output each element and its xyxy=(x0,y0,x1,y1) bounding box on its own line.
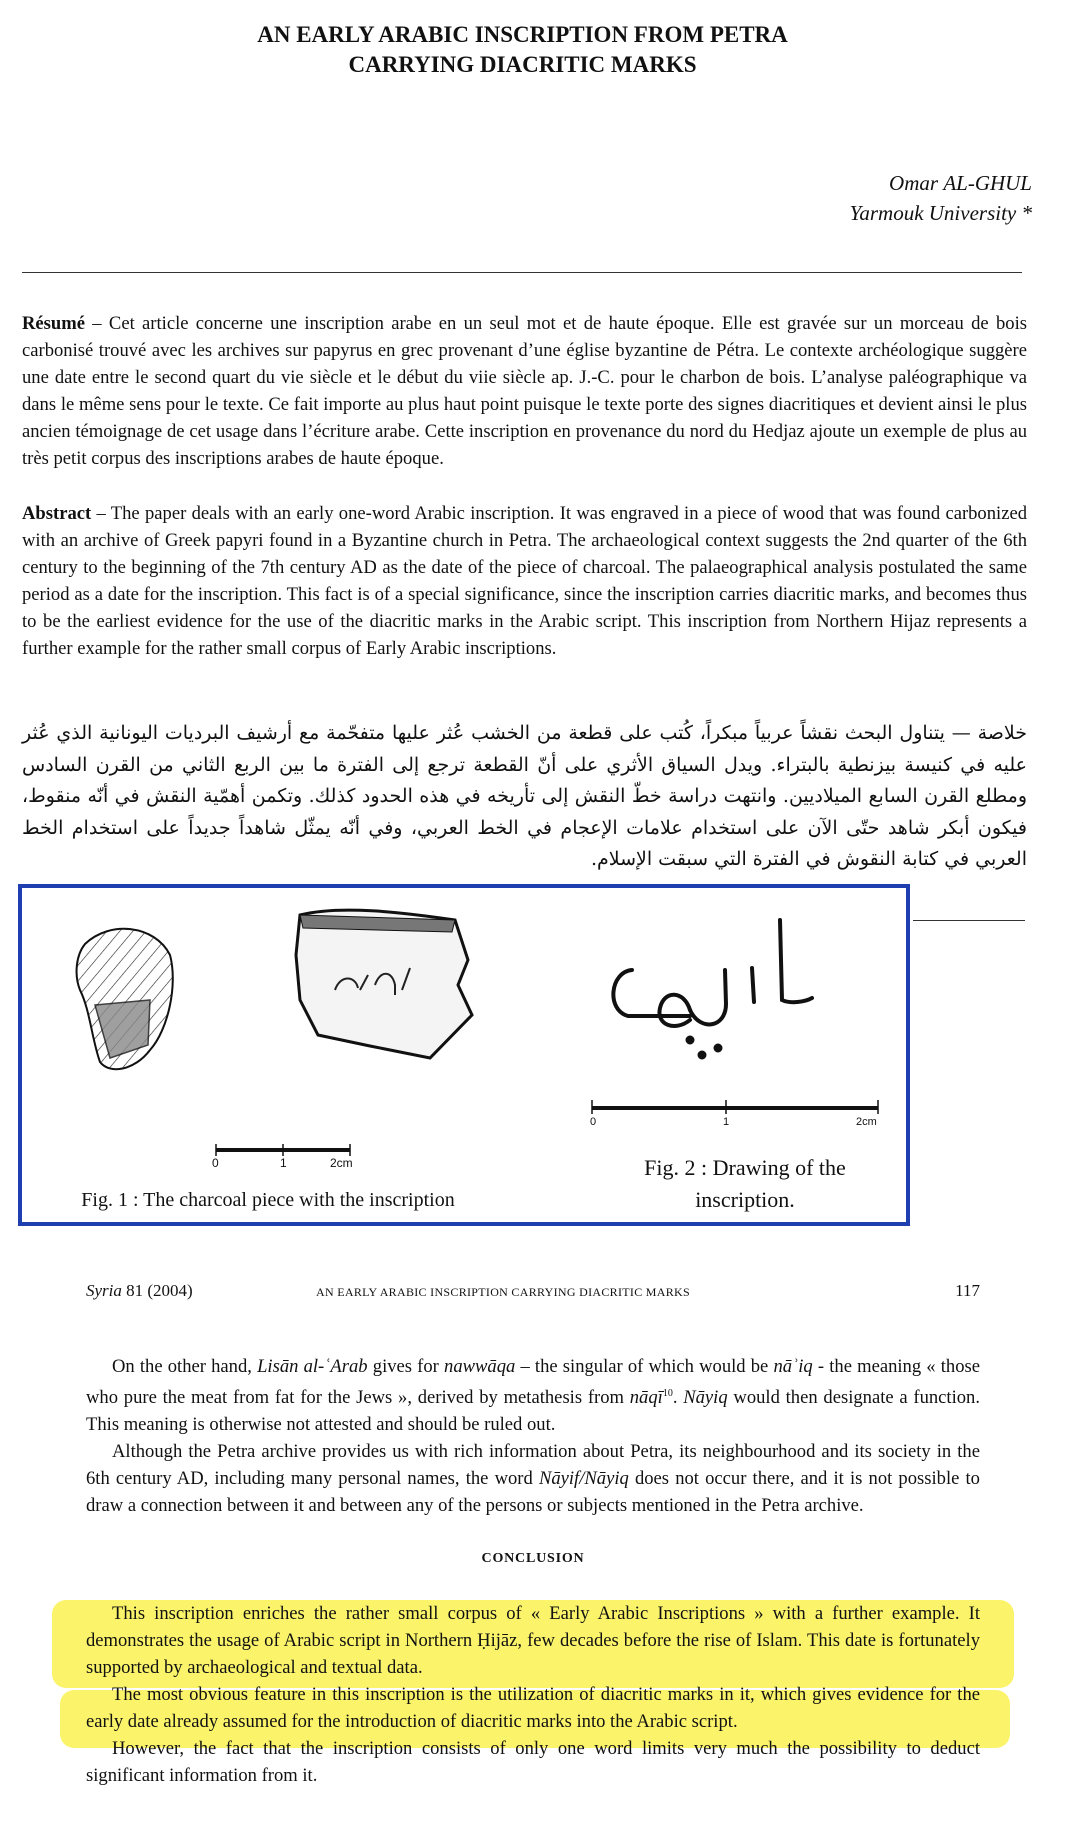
body-paragraph-1: On the other hand, Lisān al-ʿArab gives for nawwāqa – the singular of which would be nāʾiq - the meaning « those who pure the meat from fat for the Jews », derived by metathesis from nāqī$^{10}$. Nāyiq would then designate a function. This meaning is otherwise not attested and should be ruled out. xyxy=(86,1356,981,1436)
conclusion-heading: CONCLUSION xyxy=(481,1551,585,1566)
body-paragraph-2: Although the Petra archive provides us with rich information about Petra, its neighbourhood and its society in the 6th century AD, including many personal names, the word Nāyif/Nāyiq does not occur there, and it is not possible to draw a connection between it and between any of the persons or subjects mentioned in the Petra archive. xyxy=(86,1441,980,1517)
conclusion-body xyxy=(86,1600,980,1789)
resume-label: Résumé xyxy=(22,313,85,334)
conclusion-paragraph-1: This inscription enriches the rather small corpus of « Early Arabic Inscriptions » with a further example. It demonstrates the usage of Arabic script in Northern Ḥijāz, few decades before the rise of Islam. This date is fortunately supported by archaeological and textual data. xyxy=(86,1603,980,1678)
page-number: 117 xyxy=(955,1281,980,1300)
inscription-drawing xyxy=(613,920,812,1058)
fig1-scale-1: 1 xyxy=(280,1156,287,1170)
title-line-2: CARRYING DIACRITIC MARKS xyxy=(348,52,697,77)
abstract-text: – The paper deals with an early one-word Arabic inscription. It was engraved in a piece of wood that was found carbonized with an archive of Greek papyri found in a Byzantine church in Petra. The archaeological context suggests the 2nd quarter of the 6th century to the beginning of the 7th century AD as the date of the piece of charcoal. The palaeographical analysis postulated the same period as a date for the inscription. This fact is of a special significance, since the inscription carries diacritic marks, and becomes thus to be the earliest evidence for the use of the diacritic marks in the Arabic script. This inscription from Northern Hijaz represents a further example for the rather small corpus of Early Arabic inscriptions. xyxy=(22,503,1027,659)
fig1-scale-bar xyxy=(216,1144,350,1156)
fig2-scale-0: 0 xyxy=(590,1116,597,1128)
fig2-scale-2: 2cm xyxy=(856,1116,877,1128)
author-affiliation: Yarmouk University * xyxy=(849,201,1032,225)
conclusion-paragraph-3: However, the fact that the inscription consists of only one word limits very much the possibility to deduct significant information from it. xyxy=(86,1738,980,1786)
author-name: Omar AL-GHUL xyxy=(889,171,1032,195)
fig1-scale-2: 2cm xyxy=(330,1156,353,1170)
title-line-1: AN EARLY ARABIC INSCRIPTION FROM PETRA xyxy=(257,22,788,47)
fig2-caption xyxy=(605,1152,885,1216)
fig1-caption: Fig. 1 : The charcoal piece with the inscription xyxy=(81,1189,455,1211)
fig2-caption-line-2: inscription. xyxy=(695,1187,795,1212)
fig2-scale-1: 1 xyxy=(723,1116,730,1128)
charcoal-section-drawing xyxy=(77,929,173,1069)
running-title: AN EARLY ARABIC INSCRIPTION CARRYING DIACRITIC MARKS xyxy=(316,1285,690,1299)
charcoal-piece-drawing xyxy=(296,910,472,1058)
resume-text: – Cet article concerne une inscription arabe en un seul mot et de haute époque. Elle est gravée sur un morceau de bois carbonisé trouvé avec les archives sur papyrus en grec provenant d’une église byzantine de Pétra. Le contexte archéologique suggère une date entre le second quart du vie siècle et le début du viie siècle ap. J.-C. pour le charbon de bois. L’analyse paléographique va dans le même sens pour le texte. Ce fait importe au plus haut point puisque le texte porte des signes diacritiques et devient ainsi le plus ancien témoignage de cet usage dans l’écriture arabe. Cette inscription en provenance du nord du Hedjaz ajoute un exemple de plus au très petit corpus des inscriptions arabes de haute époque. xyxy=(22,313,1027,469)
abstract-label: Abstract xyxy=(22,503,92,524)
fig1-scale-0: 0 xyxy=(212,1156,219,1170)
journal-citation: Syria 81 (2004) xyxy=(86,1281,193,1300)
conclusion-paragraph-2: The most obvious feature in this inscription is the utilization of diacritic marks in it, which gives evidence for the early date already assumed for the introduction of diacritic marks into the Arabic script. xyxy=(86,1684,980,1732)
fig2-scale-bar xyxy=(592,1100,878,1114)
body-top xyxy=(86,1353,980,1519)
arabic-summary: خلاصة — يتناول البحث نقشاً عربياً مبكراً، كُتب على قطعة من الخشب عُثر عليها متفحّمة مع أرشيف البرديات اليونانية الذي عُثر عليه في كنيسة بيزنطية بالبتراء. ويدل السياق الأثري على أنّ القطعة ترجع إلى الفترة ما بين الربع الثاني من القرن السادس ومطلع القرن السابع الميلاديين. وانتهت دراسة خطّ النقش إلى تأريخه في هذه الحدود كذلك. وتكمن أهمّية النقش في أنّه منقوط، فيكون أبكر شاهد حتّى الآن على استخدام علامات الإعجام في الخط العربي، وفي أنّه يمثّل شاهداً جديداً على استخدام الخط العربي في كتابة النقوش في الفترة التي سبقت الإسلام. xyxy=(22,722,1027,870)
fig2-caption-line-1: Fig. 2 : Drawing of the xyxy=(644,1155,846,1180)
